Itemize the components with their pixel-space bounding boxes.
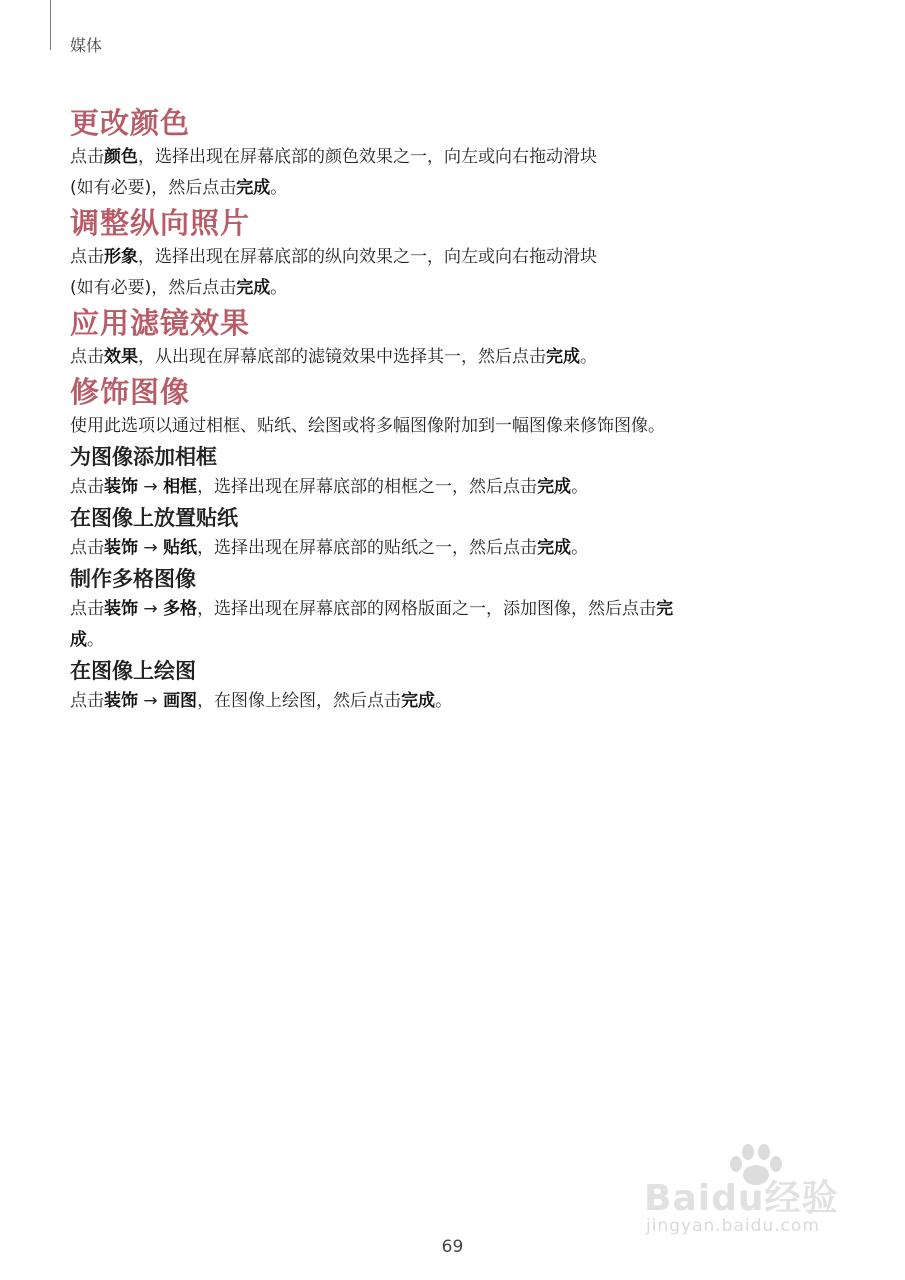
paragraph-line: 点击颜色，选择出现在屏幕底部的颜色效果之一，向左或向右拖动滑块 — [70, 147, 597, 167]
paragraph-line: 点击装饰 → 多格，选择出现在屏幕底部的网格版面之一，添加图像，然后点击完 — [70, 599, 674, 619]
paw-toe — [742, 1144, 754, 1160]
paragraph-line: 点击形象，选择出现在屏幕底部的纵向效果之一，向左或向右拖动滑块 — [70, 247, 597, 267]
bold-term: 完成 — [537, 477, 572, 497]
watermark-logo-text: Baidu经验 — [644, 1178, 839, 1219]
paragraph-line: 使用此选项以通过相框、贴纸、绘图或将多幅图像附加到一幅图像来修饰图像。 — [70, 416, 665, 436]
section-title-decorate: 修饰图像 — [70, 375, 191, 409]
section-title-portrait: 调整纵向照片 — [70, 206, 251, 240]
bold-term: 完成 — [236, 278, 271, 298]
section-title-filter: 应用滤镜效果 — [70, 306, 251, 340]
paragraph-line: (如有必要)，然后点击完成。 — [70, 278, 288, 298]
page-content — [70, 104, 840, 717]
bold-term: 形象 — [104, 247, 138, 267]
paragraph-line: 点击效果，从出现在屏幕底部的滤镜效果中选择其一，然后点击完成。 — [70, 347, 597, 367]
subsection-title-sticker: 在图像上放置贴纸 — [70, 506, 238, 530]
bold-term: 装饰 — [104, 538, 138, 558]
bold-term: 装饰 — [104, 599, 138, 619]
subsection-title-draw: 在图像上绘图 — [70, 659, 196, 683]
section-title-change-color: 更改颜色 — [70, 106, 191, 140]
paragraph-line: 点击装饰 → 贴纸，选择出现在屏幕底部的贴纸之一，然后点击完成。 — [70, 538, 589, 558]
watermark-url: jingyan.baidu.com — [646, 1216, 820, 1236]
subsection-title-collage: 制作多格图像 — [70, 567, 196, 591]
bold-term: 多格 — [163, 599, 198, 619]
bold-term: 颜色 — [104, 147, 138, 167]
paragraph-line: (如有必要)，然后点击完成。 — [70, 178, 288, 198]
chapter-title: 媒体 — [70, 36, 103, 55]
bold-term: 完成 — [546, 347, 580, 367]
bold-term: 贴纸 — [163, 538, 198, 558]
bold-term: 完 — [656, 599, 674, 619]
page-number: 69 — [441, 1237, 464, 1257]
bold-term: 成 — [70, 630, 87, 650]
header-rule — [50, 0, 51, 50]
bold-term: 完成 — [236, 178, 271, 198]
bold-term: 相框 — [163, 477, 198, 497]
bold-term: 完成 — [537, 538, 572, 558]
paw-toe — [758, 1144, 770, 1160]
bold-term: 效果 — [104, 347, 138, 367]
bold-term: 装饰 — [104, 477, 138, 497]
paragraph-line: 点击装饰 → 画图，在图像上绘图，然后点击完成。 — [70, 691, 453, 711]
bold-term: 画图 — [163, 691, 198, 711]
paragraph-line: 点击装饰 → 相框，选择出现在屏幕底部的相框之一，然后点击完成。 — [70, 477, 589, 497]
bold-term: 完成 — [401, 691, 436, 711]
baidu-watermark — [640, 1140, 860, 1245]
bold-term: 装饰 — [104, 691, 138, 711]
subsection-title-frame: 为图像添加相框 — [70, 445, 217, 469]
paragraph-line: 成。 — [70, 630, 104, 650]
